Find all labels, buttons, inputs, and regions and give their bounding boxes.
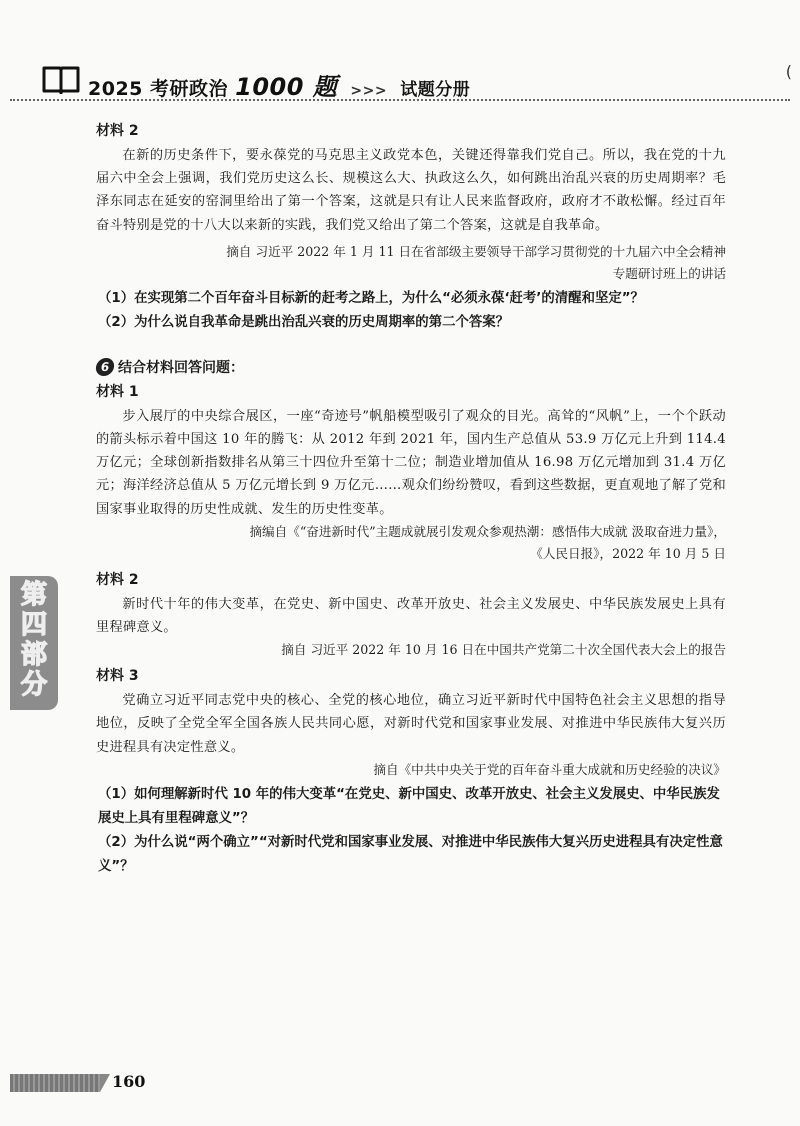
q6-material-1-source-2: 《人民日报》，2022 年 10 月 5 日 [530, 545, 726, 561]
q6-material-1-text: 步入展厅的中央综合展区，一座“奇迹号”帆船模型吸引了观众的目光。高耸的“风帆”上，一个个跃动的箭头标示着中国这 10 年的腾飞：从 2012 年到 2021 年，国内生产总值从 53.9 万亿元上升到 114.4 万亿元；全球创新指数排名从第三十四位升至第十二位；制造业增加值从 16.98 万亿元增加到 31.4 万亿元；海洋经济总值从 5 万亿元增长到 9 万亿元……观众们纷纷赞叹，看到这些数据，更直观地了解了党和国家事业取得的历史性成就、发生的历史性变革。 [96, 408, 726, 517]
material-2-source-2: 专题研讨班上的讲话 [612, 265, 726, 281]
question-1: （1）在实现第二个百年奋斗目标新的赶考之路上，为什么“必须永葆‘赶考’的清醒和坚定”？ [98, 290, 644, 306]
title-arrows: >>> [350, 83, 388, 99]
material-2-text: 在新的历史条件下，要永葆党的马克思主义政党本色，关键还得靠我们党自己。所以，我在党的十九届六中全会上强调，我们党历史这么长、规模这么大、执政这么久，如何跳出治乱兴衰的历史周期率？毛泽东同志在延安的窑洞里给出了第一个答案，这就是只有让人民来监督政府，政府才不敢松懈。经过百年奋斗特别是党的十八大以来新的实践，我们党又给出了第二个答案，这就是自我革命。 [96, 148, 726, 233]
q6-material-2-label: 材料 2 [96, 571, 139, 588]
title-big: 1000 题 [235, 73, 338, 101]
question-2: （2）为什么说自我革命是跳出治乱兴衰的历史周期率的第二个答案？ [98, 314, 510, 330]
q6-material-3-text: 党确立习近平同志党中央的核心、全党的核心地位，确立习近平新时代中国特色社会主义思想的指导地位，反映了全党全军全国各族人民共同心愿，对新时代党和国家事业发展、对推进中华民族伟大复兴历史进程具有决定性意义。 [96, 693, 726, 755]
material-2-label: 材料 2 [96, 123, 139, 139]
footer-bar [10, 1074, 100, 1092]
question-6-title: 结合材料回答问题： [118, 359, 244, 376]
section-side-label [12, 580, 56, 700]
footer-bar-slant [100, 1074, 110, 1092]
side-char-1: 第 [20, 580, 47, 610]
page-header [42, 62, 782, 101]
side-char-4: 分 [20, 670, 47, 700]
q6-material-1-label: 材料 1 [96, 383, 139, 400]
material-2-source-1: 摘自 习近平 2022 年 1 月 11 日在省部级主要领导干部学习贯彻党的十九届六中全会精神 [226, 243, 726, 259]
q6-material-3-source: 摘自《中共中央关于党的百年奋斗重大成就和历史经验的决议》 [373, 761, 726, 777]
question-6-heading [96, 357, 726, 377]
q6-material-2-text: 新时代十年的伟大变革，在党史、新中国史、改革开放史、社会主义发展史、中华民族发展史上具有里程碑意义。 [96, 596, 726, 636]
q6-material-1-source-1: 摘编自《“奋进新时代”主题成就展引发观众参观热潮：感悟伟大成就 汲取奋进力量》， [249, 523, 726, 539]
corner-mark: ( [785, 62, 792, 81]
title-prefix: 2025 考研政治 [88, 78, 228, 100]
title-subtitle: 试题分册 [400, 80, 471, 100]
side-char-3: 部 [20, 640, 47, 670]
open-book-icon [42, 64, 80, 94]
q6-material-3-label: 材料 3 [96, 668, 139, 685]
q6-question-2: （2）为什么说“两个确立”“对新时代党和国家事业发展、对推进中华民族伟大复兴历史进程具有决定性意义”？ [98, 834, 723, 874]
page-number: 160 [112, 1072, 146, 1091]
header-divider [10, 99, 790, 101]
q6-question-1: （1）如何理解新时代 10 年的伟大变革“在党史、新中国史、改革开放史、社会主义发展史、中华民族发展史上具有里程碑意义”？ [98, 786, 720, 826]
q6-material-2-source: 摘自 习近平 2022 年 10 月 16 日在中国共产党第二十次全国代表大会上的报告 [281, 642, 726, 658]
question-number-badge: 6 [95, 358, 116, 376]
header-title [88, 67, 470, 102]
main-content [96, 116, 726, 879]
side-char-2: 四 [20, 610, 47, 640]
